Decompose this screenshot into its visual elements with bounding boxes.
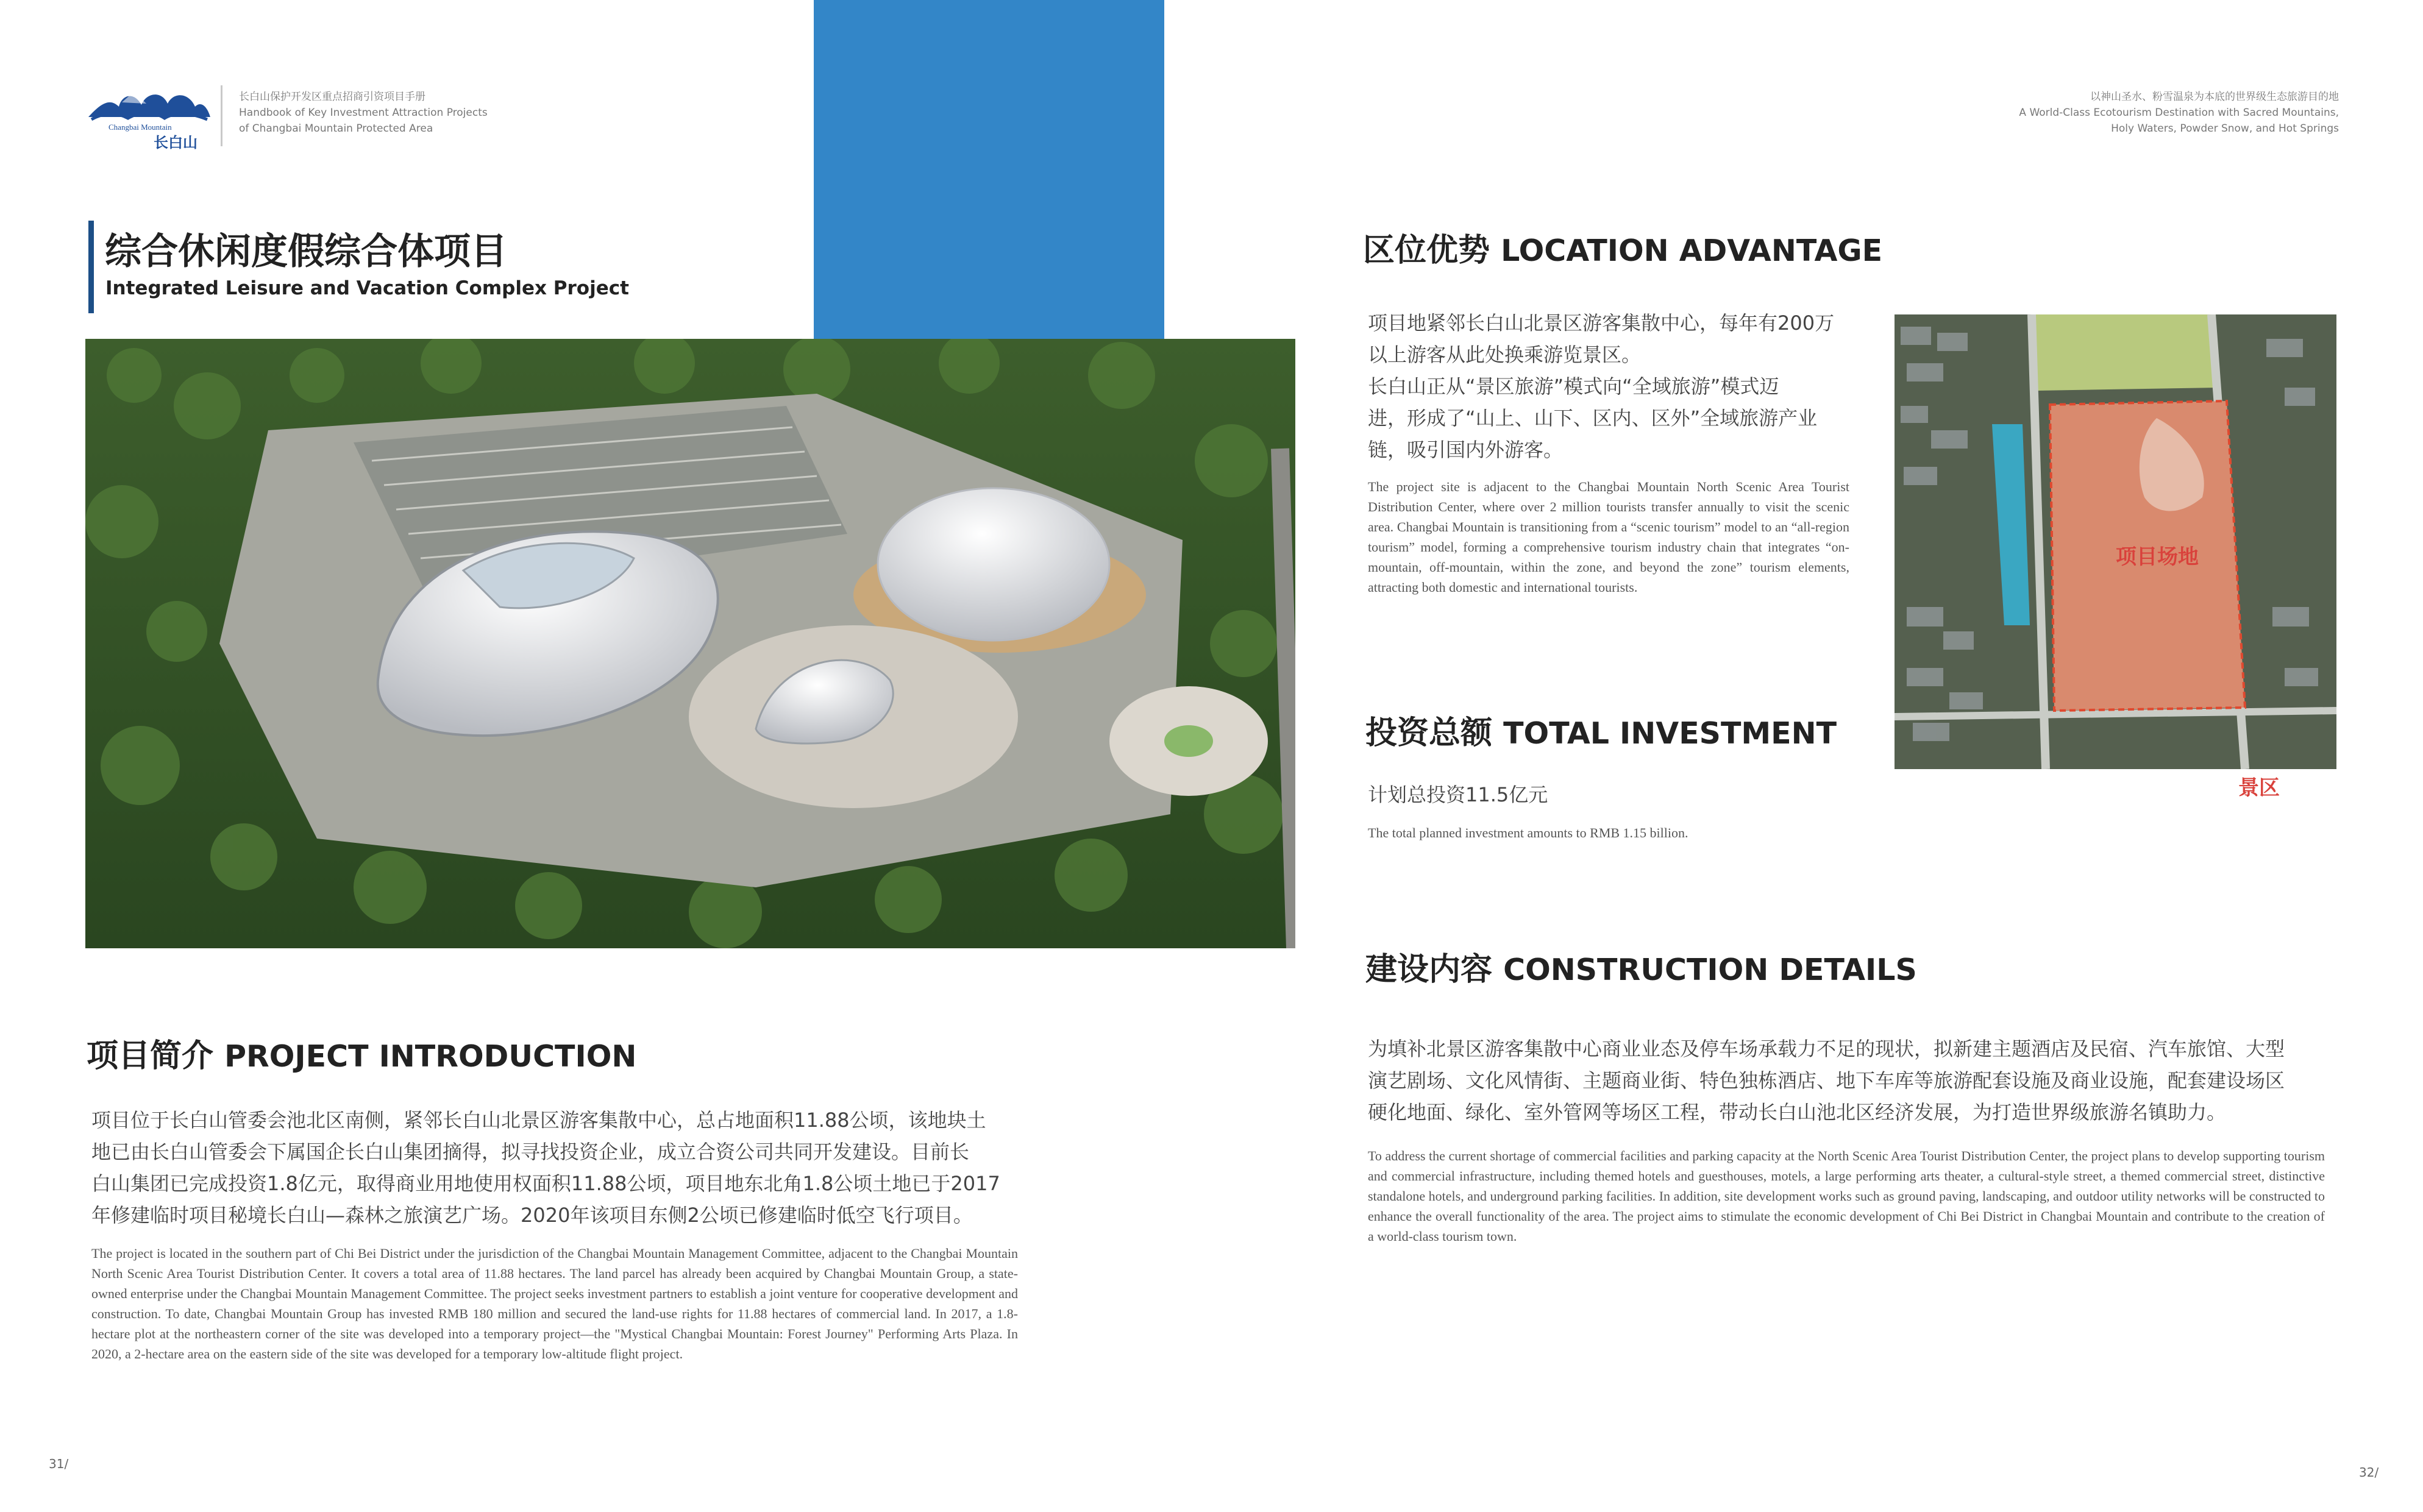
location-line-cn: 链，吸引国内外游客。 bbox=[1368, 438, 1564, 461]
location-heading-cn: 区位优势 bbox=[1363, 232, 1490, 269]
location-heading bbox=[1363, 224, 1882, 270]
investment-body-en: The total planned investment amounts to RMB 1.15 billion. bbox=[1368, 825, 1688, 840]
investment-heading-cn: 投资总额 bbox=[1365, 715, 1493, 751]
construction-heading bbox=[1365, 943, 1917, 989]
construction-body-en: To address the current shortage of commercial facilities and parking capacity at the North Scenic Area Tourist Distribution Center, the project plans to develop supporting tourism and commercial infrastructure, including themed hotels and guesthouses, motels, a large performing arts theater, a cultural-style street, a themed commercial street, distinctive standalone hotels, and underground parking facilities. In addition, site development works such as ground paving, landscaping, and outdoor utility networks will be constructed to enhance the overall functionality of the area. The project aims to stimulate the economic development of Chi Bei District in Changbai Mountain and contribute to the creation of a world-class tourism town. bbox=[1368, 1148, 2325, 1244]
location-line-cn: 以上游客从此处换乘游览景区。 bbox=[1368, 343, 1642, 366]
slogan-en-1: A World-Class Ecotourism Destination with Sacred Mountains, bbox=[2019, 107, 2339, 119]
logo-text-en: Changbai Mountain bbox=[109, 122, 172, 132]
project-title-en: Integrated Leisure and Vacation Complex Project bbox=[105, 277, 629, 299]
location-line-cn: 项目地紧邻长白山北景区游客集散中心，每年有200万 bbox=[1368, 311, 1835, 335]
construction-body-cn bbox=[1368, 1033, 2355, 1128]
header-slogan bbox=[2019, 89, 2339, 137]
introduction-heading-cn: 项目简介 bbox=[87, 1038, 214, 1074]
header-divider bbox=[221, 85, 222, 146]
page-number-left: 31/ bbox=[49, 1457, 69, 1471]
location-heading-en: LOCATION ADVANTAGE bbox=[1501, 233, 1883, 268]
handbook-title-cn: 长白山保护开发区重点招商引资项目手册 bbox=[239, 91, 425, 103]
logo-text-cn: 长白山 bbox=[154, 134, 197, 151]
site-location-map bbox=[1895, 314, 2336, 769]
location-line-cn: 进，形成了“山上、山下、区内、区外”全域旅游产业 bbox=[1368, 406, 1818, 430]
intro-line-cn: 项目位于长白山管委会池北区南侧，紧邻长白山北景区游客集散中心，总占地面积11.88公顷，该地块土 bbox=[91, 1109, 986, 1132]
construction-line-cn: 硬化地面、绿化、室外管网等场区工程，带动长白山池北区经济发展，为打造世界级旅游名镇助力。 bbox=[1368, 1101, 2227, 1124]
slogan-en-2: Holy Waters, Powder Snow, and Hot Springs bbox=[2111, 122, 2339, 135]
introduction-heading-en: PROJECT INTRODUCTION bbox=[224, 1039, 637, 1074]
introduction-body-en: The project is located in the southern part of Chi Bei District under the jurisdiction of the Changbai Mountain Management Committee, adjacent to the Changbai Mountain North Scenic Area Tourist Distribution Center. It covers a total area of 11.88 hectares. The land parcel has already been acquired by Changbai Mountain Group, a state-owned enterprise under the Changbai Mountain Management Committee. The project seeks investment partners to establish a joint venture for cooperative development and construction. To date, Changbai Mountain Group has invested RMB 180 million and secured the land-use rights for 11.88 hectares of commercial land. In 2017, a 1.8-hectare plot at the northeastern corner of the site was developed into a temporary project—the "Mystical Changbai Mountain: Forest Journey" Performing Arts Plaza. In 2020, a 2-hectare area on the eastern side of the site was developed for a temporary low-altitude flight project. bbox=[91, 1246, 1018, 1361]
construction-line-cn: 为填补北景区游客集散中心商业业态及停车场承载力不足的现状，拟新建主题酒店及民宿、汽车旅馆、大型 bbox=[1368, 1037, 2285, 1060]
page-number-right: 32/ bbox=[2359, 1465, 2379, 1480]
investment-body-cn: 计划总投资11.5亿元 bbox=[1368, 783, 1548, 806]
location-body-en: The project site is adjacent to the Changbai Mountain North Scenic Area Tourist Distribution Center, where over 2 million tourists transfer annually to visit the scenic area. Changbai Mountain is transitioning from a “scenic tourism” model to an “all-region tourism” model, forming a comprehensive tourism industry chain that integrates “on-mountain, off-mountain, within the zone, and beyond the zone” tourism elements, attracting both domestic and international tourists. bbox=[1368, 479, 1849, 595]
introduction-heading bbox=[87, 1030, 636, 1076]
aerial-rendering bbox=[85, 339, 1295, 948]
intro-line-cn: 白山集团已完成投资1.8亿元，取得商业用地使用权面积11.88公顷，项目地东北角1.8公顷土地已于2017 bbox=[91, 1172, 1000, 1195]
slogan-cn: 以神山圣水、粉雪温泉为本底的世界级生态旅游目的地 bbox=[2090, 91, 2339, 103]
changbai-logo bbox=[85, 79, 213, 149]
intro-line-cn: 年修建临时项目秘境长白山—森林之旅演艺广场。2020年该项目东侧2公顷已修建临时低空飞行项目。 bbox=[91, 1204, 973, 1227]
construction-heading-cn: 建设内容 bbox=[1365, 951, 1493, 988]
handbook-title-en-2: of Changbai Mountain Protected Area bbox=[239, 122, 433, 135]
site-label: 项目场地 bbox=[2116, 545, 2199, 569]
accent-band bbox=[814, 0, 1164, 341]
handbook-title-en-1: Handbook of Key Investment Attraction Projects bbox=[239, 107, 488, 119]
header-handbook-title bbox=[239, 89, 488, 137]
project-title-cn: 综合休闲度假综合体项目 bbox=[105, 230, 507, 273]
construction-line-cn: 演艺剧场、文化风情街、主题商业街、特色独栋酒店、地下车库等旅游配套设施及商业设施，配套建设场区 bbox=[1368, 1069, 2285, 1092]
investment-heading-en: TOTAL INVESTMENT bbox=[1503, 716, 1837, 751]
intro-line-cn: 地已由长白山管委会下属国企长白山集团摘得，拟寻找投资企业，成立合资公司共同开发建设。目前长 bbox=[91, 1140, 970, 1163]
scenic-area-label: 景区 bbox=[2238, 776, 2280, 800]
introduction-body-cn bbox=[91, 1104, 1030, 1231]
investment-heading bbox=[1365, 707, 1837, 753]
construction-heading-en: CONSTRUCTION DETAILS bbox=[1503, 953, 1917, 987]
location-body-cn bbox=[1368, 307, 1868, 466]
location-line-cn: 长白山正从“景区旅游”模式向“全域旅游”模式迈 bbox=[1368, 375, 1779, 398]
title-accent-bar bbox=[88, 221, 94, 313]
